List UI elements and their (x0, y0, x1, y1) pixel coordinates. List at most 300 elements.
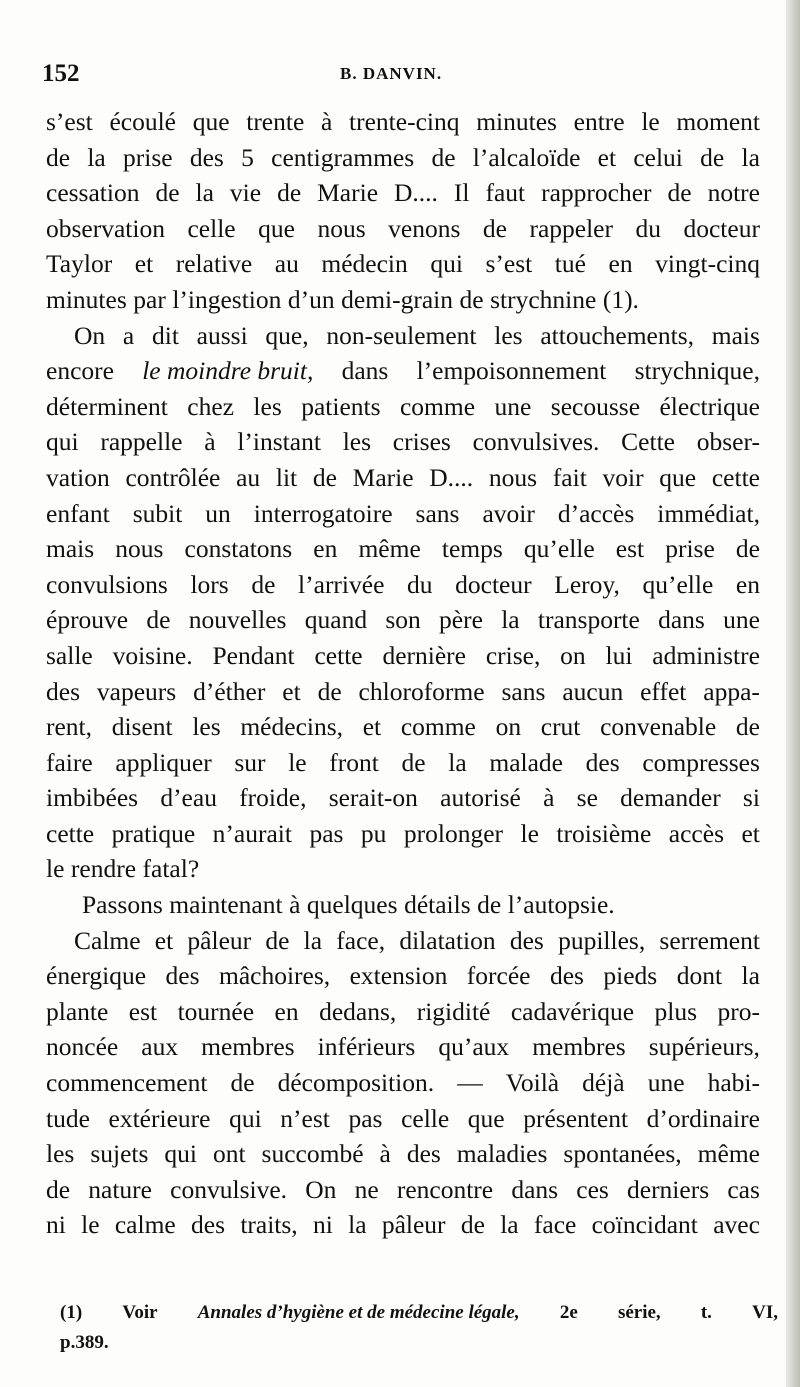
word: en (274, 996, 299, 1026)
word: avec (713, 1210, 760, 1240)
word: et (597, 142, 617, 172)
word: à (379, 1139, 391, 1169)
word: avoir (482, 498, 535, 528)
word: dedans, (319, 996, 397, 1026)
word: extérieure (108, 1103, 211, 1133)
word: même (358, 534, 421, 564)
word: accès (668, 818, 724, 848)
word: maladies (456, 1139, 548, 1169)
word: demi-grain (341, 284, 454, 314)
word: les (253, 391, 282, 421)
word: de (482, 213, 507, 243)
word: nous (488, 462, 538, 492)
text-line (46, 958, 760, 994)
word: spontanées, (563, 1139, 682, 1169)
word: celui (633, 142, 683, 172)
word: dit (152, 320, 179, 350)
word: aux (141, 1032, 179, 1062)
word: On (305, 1174, 337, 1204)
word: t. (700, 1302, 712, 1323)
word: mâchoires, (218, 961, 331, 991)
word: rendre (70, 854, 137, 884)
word: strychnique, (634, 356, 760, 386)
word: malade (489, 747, 563, 777)
word: des (549, 961, 584, 991)
word: de (477, 890, 502, 920)
page-header (42, 60, 762, 92)
word: crut (540, 712, 581, 742)
word: lui (605, 640, 633, 670)
word: Marie (352, 462, 414, 492)
word: prolonger (403, 818, 504, 848)
word: à (543, 783, 555, 813)
word: Annales d’hygiène et de médecine légale, (197, 1302, 520, 1323)
word: d’éther (193, 676, 266, 706)
word: la (348, 1210, 367, 1240)
word: de (735, 712, 760, 742)
word: sans (501, 676, 546, 706)
word: face, (336, 925, 386, 955)
word: et (741, 818, 760, 848)
word: des (46, 676, 80, 706)
word: faire (46, 747, 93, 777)
word: sujets (90, 1139, 149, 1169)
word: cadavérique (510, 996, 635, 1026)
word: transporte (537, 605, 640, 635)
word: docteur (455, 569, 532, 599)
word: mais (711, 320, 760, 350)
word: les (342, 427, 372, 457)
word: qui (430, 249, 463, 279)
word: ont (212, 1139, 246, 1169)
word: Voilà (505, 1068, 560, 1098)
word: pas (348, 1103, 383, 1133)
word: rappeler (529, 213, 613, 243)
word: celle (187, 213, 236, 243)
word: si (742, 783, 760, 813)
word: 5 (241, 142, 254, 172)
word: nous (115, 534, 164, 564)
word: chez (187, 391, 234, 421)
word: pieds (603, 961, 658, 991)
word: appa- (703, 676, 760, 706)
word: et (154, 925, 174, 955)
text-line (46, 1065, 760, 1101)
text-line (46, 851, 760, 887)
word: supérieurs, (648, 1032, 760, 1062)
word: dont (676, 961, 723, 991)
word: des (406, 1139, 441, 1169)
text-line (46, 638, 760, 674)
word: convulsive. (170, 1174, 288, 1204)
word: effet (640, 676, 687, 706)
word: dernière (382, 640, 466, 670)
word: temps (441, 534, 503, 564)
word: un (205, 498, 231, 528)
word: qui (164, 1139, 197, 1169)
word: s’est (46, 107, 93, 136)
word: on (560, 640, 586, 670)
word: a (122, 320, 135, 350)
word: n’est (280, 1103, 330, 1133)
text-line (46, 1207, 760, 1243)
word: par (133, 284, 166, 314)
word: en (608, 249, 633, 279)
word: maintenant (169, 890, 283, 920)
word: ni (46, 1210, 66, 1240)
word: succombé (261, 1139, 364, 1169)
word: aucun (562, 676, 624, 706)
text-line (46, 1101, 760, 1137)
word: sans (415, 498, 460, 528)
word: de (401, 747, 426, 777)
word: On (74, 320, 106, 350)
word: convulsives. (472, 427, 600, 457)
word: déjà (582, 1068, 625, 1098)
word: des (191, 1210, 226, 1240)
word: le (520, 818, 539, 848)
word: tué (554, 249, 586, 279)
word: de (46, 1174, 71, 1204)
text-line (46, 175, 760, 211)
word: patients (301, 391, 381, 421)
word: l’empoisonnement (416, 356, 607, 386)
word: calme (114, 1210, 176, 1240)
word: ne (354, 1174, 379, 1204)
word: rapprocher (541, 178, 652, 208)
word: constatons (184, 534, 293, 564)
word: de (251, 569, 276, 599)
word: cette (46, 818, 95, 848)
word: nature (88, 1174, 152, 1204)
text-line (46, 567, 760, 603)
text-line (46, 531, 760, 567)
word: autorisé (440, 783, 521, 813)
word: qui (229, 1103, 262, 1133)
word: de (459, 284, 484, 314)
text-line (46, 211, 760, 247)
word: des (509, 925, 544, 955)
word: fatal? (142, 854, 200, 884)
word: pro- (717, 996, 760, 1026)
word: relative (175, 249, 253, 279)
word: plus (654, 996, 697, 1026)
word: minutes (46, 284, 127, 314)
word: l’alcaloïde (472, 142, 581, 172)
word: secousse (550, 391, 641, 421)
word: de (460, 1210, 485, 1240)
word: Leroy, (554, 569, 620, 599)
word: nous (317, 213, 366, 243)
word: les (192, 712, 221, 742)
word: pas (309, 818, 344, 848)
word: le (81, 1210, 100, 1240)
text-line (46, 994, 760, 1030)
word: de (735, 534, 760, 564)
text-line (46, 923, 760, 959)
word: détails (404, 890, 471, 920)
text-line (46, 460, 760, 496)
word: Calme (74, 925, 141, 955)
word: cette (314, 640, 363, 670)
text-line (46, 140, 760, 176)
word: que (192, 107, 230, 136)
word: pâleur (187, 925, 252, 955)
word: aussi (196, 320, 248, 350)
word: extension (349, 961, 448, 991)
word: plante (46, 996, 109, 1026)
word: non-seulement (326, 320, 477, 350)
word: salle (46, 640, 93, 670)
word: et (134, 249, 154, 279)
word: à (321, 107, 333, 136)
word: comme (399, 391, 476, 421)
word: en (735, 569, 760, 599)
word: encore (46, 356, 114, 386)
word: déterminent (46, 391, 168, 421)
word: des (189, 142, 224, 172)
word: interrogatoire (253, 498, 393, 528)
word: prise (123, 142, 173, 172)
word: front (329, 747, 379, 777)
word: le (641, 107, 660, 136)
word: s’est (485, 249, 533, 279)
word: (1) (60, 1302, 83, 1323)
word: Il (453, 178, 470, 208)
word: l’arrivée (298, 569, 385, 599)
word: vation (46, 462, 110, 492)
word: la (501, 605, 520, 635)
word: de (700, 142, 725, 172)
word: de (277, 178, 302, 208)
word: de (46, 142, 71, 172)
word: demander (620, 783, 721, 813)
word: faut (485, 178, 526, 208)
word: sur (234, 747, 266, 777)
word: voisine. (112, 640, 193, 670)
word: convenable (600, 712, 717, 742)
word: au (236, 462, 261, 492)
word: vapeurs (96, 676, 177, 706)
word: à (289, 890, 301, 920)
word: crise, (485, 640, 541, 670)
text-line (46, 1136, 760, 1172)
word: qui (46, 427, 79, 457)
word: fait (552, 462, 587, 492)
word: strychnine (490, 284, 597, 314)
word: pâleur (381, 1210, 446, 1240)
word: de (155, 178, 180, 208)
text-line (46, 353, 760, 389)
word: et (282, 676, 301, 706)
word: éprouve (46, 605, 129, 635)
word: tournée (177, 996, 255, 1026)
word: 389. (75, 1332, 109, 1353)
word: son (385, 605, 421, 635)
word: imbibées (46, 783, 139, 813)
word: vingt-cinq (655, 249, 760, 279)
word: coïncidant (591, 1210, 698, 1240)
word: des (585, 747, 620, 777)
word: inférieurs (317, 1032, 416, 1062)
footnote-line (60, 1298, 778, 1328)
word: venons (388, 213, 461, 243)
footnote (60, 1298, 778, 1358)
word: dans (511, 1174, 559, 1204)
word: le (46, 854, 65, 884)
word: quelques (306, 890, 398, 920)
word: est (615, 534, 645, 564)
word: compresses (642, 747, 760, 777)
word: du (635, 213, 661, 243)
text-line (46, 246, 760, 282)
text-line (46, 780, 760, 816)
word: que (467, 1103, 505, 1133)
word: Voir (122, 1302, 158, 1323)
word: d’eau (160, 783, 217, 813)
word: l’ingestion (172, 284, 282, 314)
word: entre (573, 107, 625, 136)
text-line (46, 745, 760, 781)
word: que (659, 462, 697, 492)
word: D.... (394, 178, 438, 208)
word: traits, (240, 1210, 298, 1240)
word: disent (111, 712, 173, 742)
text-line (46, 389, 760, 425)
word: celle (401, 1103, 450, 1133)
word: mais (46, 534, 95, 564)
word: décomposition. (277, 1068, 435, 1098)
word: VI, (752, 1302, 778, 1323)
word: D.... (429, 462, 474, 492)
text-line (46, 602, 760, 638)
word: serait-on (328, 783, 418, 813)
word: subit (132, 498, 183, 528)
word: série, (617, 1302, 661, 1323)
word: de (230, 1068, 255, 1098)
word: Marie (317, 178, 379, 208)
word: d’un (287, 284, 335, 314)
word: cette (711, 462, 760, 492)
text-line (46, 816, 760, 852)
word: face (533, 1210, 577, 1240)
word: la (87, 142, 106, 172)
text-line (46, 496, 760, 532)
word: — (457, 1068, 483, 1098)
word: les (46, 1139, 75, 1169)
footnote-line (60, 1328, 778, 1358)
text-line (46, 424, 760, 460)
word: Pendant (212, 640, 295, 670)
word: au (274, 249, 299, 279)
word: dans (341, 356, 389, 386)
text-line (46, 1172, 760, 1208)
word: père (439, 605, 483, 635)
word: de (265, 925, 290, 955)
word: appliquer (115, 747, 212, 777)
word: notre (707, 178, 760, 208)
text-line (46, 282, 760, 318)
word: contrôlée (125, 462, 221, 492)
word: des (165, 961, 200, 991)
word: la (303, 925, 323, 955)
word: habi- (707, 1068, 760, 1098)
word: 2e (559, 1302, 578, 1323)
word: Passons (82, 890, 163, 920)
page-number: 152 (42, 60, 80, 87)
word: la (741, 961, 760, 991)
word: immédiat, (657, 498, 760, 528)
word: attouchements, (540, 320, 694, 350)
word: le moindre bruit, (142, 356, 314, 386)
word: les (494, 320, 523, 350)
word: l’autopsie. (507, 890, 615, 920)
word: d’accès (557, 498, 635, 528)
word: qu’aux (438, 1032, 510, 1062)
word: qu’elle (642, 569, 714, 599)
word: docteur (683, 213, 760, 243)
word: trente (246, 107, 305, 136)
word: obser- (696, 427, 760, 457)
word: une (647, 1068, 685, 1098)
word: tude (46, 1103, 90, 1133)
word: convulsions (46, 569, 168, 599)
word: la (500, 1210, 519, 1240)
word: que, (265, 320, 309, 350)
word: Cette (621, 427, 675, 457)
word: l’instant (237, 427, 321, 457)
word: membres (201, 1032, 295, 1062)
word: que (258, 213, 295, 243)
word: énergique (46, 961, 147, 991)
word: p. (60, 1332, 76, 1353)
word: et (362, 712, 382, 742)
word: pu (360, 818, 387, 848)
word: une (494, 391, 532, 421)
word: de (312, 462, 337, 492)
word: présentent (523, 1103, 629, 1133)
word: quand (304, 605, 368, 635)
word: Taylor (46, 249, 113, 279)
text-line (46, 104, 760, 140)
word: lit (275, 462, 298, 492)
word: (1). (602, 284, 639, 314)
word: vie (229, 178, 262, 208)
word: médecins, (240, 712, 344, 742)
text-line (46, 1029, 760, 1065)
word: du (407, 569, 433, 599)
word: pratique (111, 818, 196, 848)
word: derniers (627, 1174, 710, 1204)
word: de (317, 676, 342, 706)
word: dans (658, 605, 705, 635)
word: comme (400, 712, 476, 742)
word: rappelle (100, 427, 183, 457)
text-line (46, 887, 760, 923)
word: dilatation (399, 925, 496, 955)
word: en (313, 534, 338, 564)
word: chloroforme (358, 676, 485, 706)
word: d’ordinaire (646, 1103, 760, 1133)
word: nouvelles (188, 605, 287, 635)
word: de (667, 178, 692, 208)
word: on (495, 712, 522, 742)
word: rencontre (396, 1174, 494, 1204)
word: prise (665, 534, 715, 564)
word: noncée (46, 1032, 119, 1062)
word: écoulé (109, 107, 176, 136)
word: cas (727, 1174, 760, 1204)
